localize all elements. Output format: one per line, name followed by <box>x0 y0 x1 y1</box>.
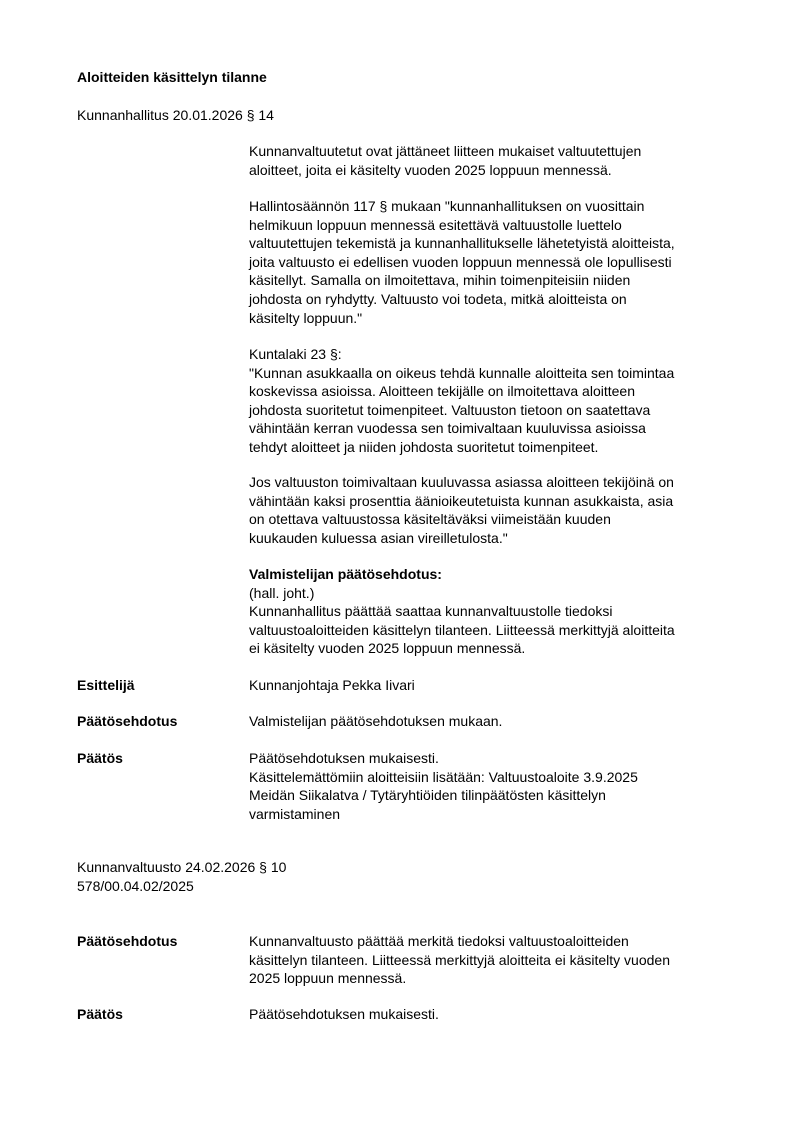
text-line: Hallintosäännön 117 § mukaan "kunnanhallituksen on vuosittain <box>249 198 645 214</box>
text-line: johdosta on ryhdytty. Valtuusto voi todeta, mitkä aloitteista on <box>249 290 627 307</box>
kv-paatosehdotus-label: Päätösehdotus <box>77 933 178 949</box>
document-title: Aloitteiden käsittelyn tilanne <box>77 69 267 85</box>
text-line: käsitelty loppuun." <box>249 309 363 326</box>
kv-paatos-label: Päätös <box>77 1006 123 1022</box>
text-line: Jos valtuuston toimivaltaan kuuluvassa asiassa aloitteen tekijöinä on <box>249 474 674 490</box>
text-line: ei käsitelty vuoden 2025 loppuun mennessä. <box>249 640 526 657</box>
intro-paragraph <box>249 142 641 179</box>
kh-paatos-label: Päätös <box>77 750 123 766</box>
text-line: tehdyt aloitteet ja niiden johdosta suoritetut toimenpiteet. <box>249 438 599 455</box>
kv-paatos-value: Päätösehdotuksen mukaisesti. <box>249 1006 439 1022</box>
jos-paragraph <box>249 473 674 547</box>
esittelija-label: Esittelijä <box>77 677 135 693</box>
esittelija-value: Kunnanjohtaja Pekka Iivari <box>249 677 415 693</box>
text-line: Kunnanvaltuutetut ovat jättäneet liitteen mukaiset valtuutettujen <box>249 143 642 159</box>
kh-paatosehdotus-value: Valmistelijan päätösehdotuksen mukaan. <box>249 713 503 729</box>
text-line: Kunnanvaltuusto päättää merkitä tiedoksi valtuustoaloitteiden <box>249 933 629 949</box>
kh-paatos-value <box>249 749 638 823</box>
text-line: joita valtuusto ei edellisen vuoden loppuun mennessä ole lopullisesti <box>249 253 672 270</box>
text-line: Käsittelemättömiin aloitteisiin lisätään: Valtuustoaloite 3.9.2025 <box>249 768 638 785</box>
diary-number: 578/00.04.02/2025 <box>77 877 194 894</box>
text-line: käsitellyt. Samalla on ilmoitettava, mihin toimenpiteisiin niiden <box>249 272 631 289</box>
kh-paatosehdotus-label: Päätösehdotus <box>77 713 178 729</box>
text-line: (hall. joht.) <box>249 584 315 601</box>
text-line: varmistaminen <box>249 805 341 822</box>
kv-meeting-date: Kunnanvaltuusto 24.02.2026 § 10 <box>77 859 287 875</box>
text-line: valtuutettujen tekemistä ja kunnanhallitukselle lähetetyistä aloitteista, <box>249 235 675 252</box>
proposal-section <box>249 565 675 658</box>
kv-meeting-header <box>77 858 286 895</box>
text-line: käsittelyn tilanteen. Liitteessä merkittyjä aloitteita ei käsitelty vuoden <box>249 951 670 968</box>
text-line: vähintään kerran vuodessa sen toimivaltaan kuuluvissa asioissa <box>249 420 646 437</box>
text-line: aloitteet, joita ei käsitelty vuoden 2025 loppuun mennessä. <box>249 161 612 178</box>
text-line: Meidän Siikalatva / Tytäryhtiöiden tilinpäätösten käsittelyn <box>249 787 606 804</box>
text-line: valtuustoaloitteiden käsittelyn tilanteen. Liitteessä merkittyjä aloitteita <box>249 621 675 638</box>
text-line: Kunnanhallitus päättää saattaa kunnanvaltuustolle tiedoksi <box>249 603 613 620</box>
text-line: 2025 loppuun mennessä. <box>249 970 407 987</box>
text-line: kuukauden kuluessa asian vireilletulosta." <box>249 529 508 546</box>
kuntalaki-paragraph <box>249 345 674 457</box>
text-line: vähintään kaksi prosenttia äänioikeutetuista kunnan asukkaista, asia <box>249 492 674 509</box>
text-line: helmikuun loppuun mennessä esitettävä valtuustolle luettelo <box>249 216 622 233</box>
hallintosaanto-paragraph <box>249 197 675 327</box>
text-line: Kuntalaki 23 §: <box>249 346 342 362</box>
text-line: johdosta suoritetut toimenpiteet. Valtuuston tietoon on saatettava <box>249 401 651 418</box>
text-line: "Kunnan asukkaalla on oikeus tehdä kunnalle aloitteita sen toimintaa <box>249 364 675 381</box>
text-line: Päätösehdotuksen mukaisesti. <box>249 750 439 766</box>
text-line: on otettava valtuustossa käsiteltäväksi viimeistään kuuden <box>249 511 611 528</box>
proposal-heading: Valmistelijan päätösehdotus: <box>249 566 442 582</box>
kv-paatosehdotus-value <box>249 932 670 988</box>
text-line: koskevissa asioissa. Aloitteen tekijälle on ilmoitettava aloitteen <box>249 383 635 400</box>
kh-meeting-header: Kunnanhallitus 20.01.2026 § 14 <box>77 107 274 123</box>
